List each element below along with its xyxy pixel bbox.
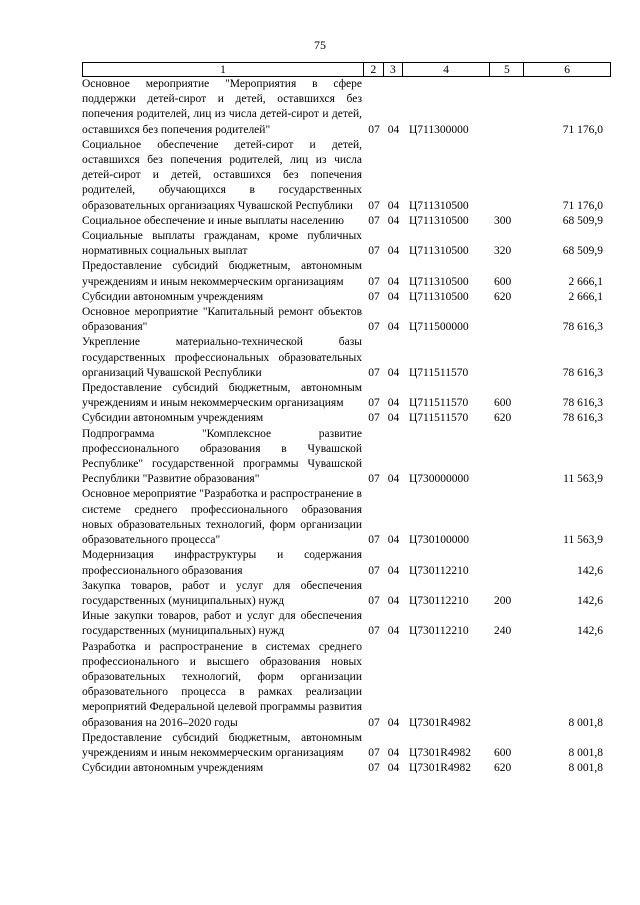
row-expense-type: 600: [494, 397, 512, 410]
row-section: 07: [368, 366, 380, 379]
row-subsection: 04: [387, 275, 400, 288]
row-subsection: 04: [387, 746, 400, 759]
row-description: Основное мероприятие "Разработка и распространение в системе среднего профессионального образования новых образовательных технологий, форм организации образовательного процесса": [82, 488, 362, 547]
row-subsection: 04: [387, 366, 400, 379]
table-row: [82, 290, 611, 305]
row-amount: 2 666,1: [568, 290, 603, 303]
row-description: Основное мероприятие "Капитальный ремонт объектов образования": [82, 306, 362, 334]
table-row: [82, 259, 611, 289]
row-target-code: Ц730112210: [409, 625, 469, 638]
row-description: Закупка товаров, работ и услуг для обеспечения государственных (муниципальных) нужд: [82, 579, 362, 607]
row-section: 07: [368, 214, 380, 227]
row-target-code: Ц711310500: [409, 275, 469, 288]
row-subsection: 04: [387, 245, 400, 258]
table-row: [82, 229, 611, 259]
row-amount: 78 616,3: [562, 321, 603, 334]
row-subsection: 04: [387, 564, 400, 577]
row-subsection: 04: [387, 199, 400, 212]
row-expense-type: 300: [494, 214, 512, 227]
row-description: Субсидии автономным учреждениям: [82, 412, 264, 425]
header-col-5: 5: [490, 63, 524, 76]
row-target-code: Ц711310500: [409, 290, 469, 303]
row-subsection: 04: [387, 214, 400, 227]
row-target-code: Ц730100000: [409, 534, 470, 547]
row-amount: 68 509,9: [562, 214, 603, 227]
row-section: 07: [368, 746, 380, 759]
table-row: [82, 427, 611, 488]
row-expense-type: 240: [494, 625, 512, 638]
header-col-4: 4: [403, 63, 491, 76]
row-target-code: Ц7301R4982: [409, 762, 471, 775]
row-expense-type: 620: [494, 412, 512, 425]
row-description: Разработка и распространение в системах среднего профессионального и высшего образования новых образовательных технологий, форм организации образовательного процесса в рамках реализации мероприятий Федеральной целевой программы развития образования на 2016–2020 годы: [82, 640, 362, 729]
row-subsection: 04: [387, 290, 400, 303]
row-description: Иные закупки товаров, работ и услуг для обеспечения государственных (муниципальных) нужд: [82, 610, 362, 638]
table-row: [82, 335, 611, 381]
page-number: 75: [314, 38, 326, 52]
row-section: 07: [368, 397, 380, 410]
table-row: [82, 305, 611, 335]
row-section: 07: [368, 275, 380, 288]
row-description: Социальное обеспечение детей-сирот и детей, оставшихся без попечения родителей, лиц из числа детей-сирот и детей, оставшихся без попечения родителей, обучающихся в государственных образовательных организациях Чувашской Республики: [82, 138, 362, 212]
table-row: [82, 579, 611, 609]
row-target-code: Ц711511570: [409, 366, 469, 379]
row-description: Основное мероприятие "Мероприятия в сфере поддержки детей-сирот и детей, оставшихся без попечения родителей, лиц из числа детей-сирот и детей, оставшихся без попечения родителей": [82, 78, 362, 136]
row-target-code: Ц730112210: [409, 564, 469, 577]
row-subsection: 04: [387, 762, 400, 775]
row-section: 07: [368, 321, 380, 334]
row-description: Субсидии автономным учреждениям: [82, 762, 264, 775]
row-expense-type: 600: [494, 746, 512, 759]
row-section: 07: [368, 594, 380, 607]
row-target-code: Ц711511570: [409, 397, 469, 410]
row-description: Предоставление субсидий бюджетным, автономным учреждениям и иным некоммерческим организациям: [82, 382, 362, 410]
row-target-code: Ц711310500: [409, 214, 469, 227]
row-target-code: Ц7301R4982: [409, 746, 471, 759]
table-row: [82, 640, 611, 731]
row-description: Социальное обеспечение и иные выплаты населению: [82, 214, 344, 227]
row-amount: 2 666,1: [568, 275, 603, 288]
row-target-code: Ц730112210: [409, 594, 469, 607]
row-amount: 71 176,0: [562, 123, 603, 136]
row-target-code: Ц711310500: [409, 245, 469, 258]
row-amount: 142,6: [577, 625, 603, 638]
row-amount: 8 001,8: [568, 762, 603, 775]
row-section: 07: [368, 534, 380, 547]
table-row: [82, 411, 611, 426]
row-section: 07: [368, 564, 380, 577]
row-subsection: 04: [387, 716, 400, 729]
row-subsection: 04: [387, 412, 400, 425]
row-amount: 78 616,3: [562, 366, 603, 379]
budget-table-body: [82, 77, 611, 776]
row-expense-type: 600: [494, 275, 512, 288]
row-amount: 142,6: [577, 564, 603, 577]
row-target-code: Ц711511570: [409, 412, 469, 425]
row-expense-type: 620: [494, 290, 512, 303]
row-subsection: 04: [387, 397, 400, 410]
row-subsection: 04: [387, 123, 400, 136]
row-subsection: 04: [387, 321, 400, 334]
table-row: [82, 609, 611, 639]
row-section: 07: [368, 412, 380, 425]
row-description: Субсидии автономным учреждениям: [82, 290, 264, 303]
row-amount: 142,6: [577, 594, 603, 607]
table-row: [82, 548, 611, 578]
table-row: [82, 77, 611, 138]
row-subsection: 04: [387, 594, 400, 607]
row-section: 07: [368, 473, 380, 486]
row-subsection: 04: [387, 625, 400, 638]
row-description: Подпрограмма "Комплексное развитие профессионального образования в Чувашской Республике" государственной программы Чувашской Республики "Развитие образования": [82, 427, 362, 486]
row-description: Модернизация инфраструктуры и содержания профессионального образования: [82, 549, 362, 577]
row-amount: 68 509,9: [562, 245, 603, 258]
row-section: 07: [368, 625, 380, 638]
row-target-code: Ц7301R4982: [409, 716, 471, 729]
table-row: [82, 214, 611, 229]
row-amount: 78 616,3: [562, 397, 603, 410]
table-row: [82, 761, 611, 776]
table-row: [82, 731, 611, 761]
row-target-code: Ц711310500: [409, 199, 469, 212]
row-description: Укрепление материально-технической базы государственных профессиональных образовательных организаций Чувашской Республики: [82, 336, 362, 379]
row-expense-type: 320: [494, 245, 512, 258]
table-row: [82, 138, 611, 214]
row-target-code: Ц711300000: [409, 123, 469, 136]
row-amount: 8 001,8: [568, 716, 603, 729]
row-amount: 11 563,9: [563, 473, 603, 486]
row-description: Социальные выплаты гражданам, кроме публичных нормативных социальных выплат: [82, 230, 362, 258]
row-expense-type: 620: [494, 762, 512, 775]
row-section: 07: [368, 716, 380, 729]
row-section: 07: [368, 245, 380, 258]
row-target-code: Ц711500000: [409, 321, 469, 334]
row-target-code: Ц730000000: [409, 473, 470, 486]
row-subsection: 04: [387, 534, 400, 547]
row-amount: 11 563,9: [563, 534, 603, 547]
header-col-2: 2: [364, 63, 384, 76]
table-header: [82, 62, 611, 77]
row-expense-type: 200: [494, 594, 512, 607]
row-section: 07: [368, 123, 380, 136]
row-description: Предоставление субсидий бюджетным, автономным учреждениям и иным некоммерческим организациям: [82, 260, 362, 288]
row-section: 07: [368, 290, 380, 303]
row-amount: 71 176,0: [562, 199, 603, 212]
row-description: Предоставление субсидий бюджетным, автономным учреждениям и иным некоммерческим организациям: [82, 731, 362, 759]
row-subsection: 04: [387, 473, 400, 486]
table-row: [82, 381, 611, 411]
row-amount: 78 616,3: [562, 412, 603, 425]
row-section: 07: [368, 762, 380, 775]
row-section: 07: [368, 199, 380, 212]
header-col-6: 6: [564, 63, 571, 76]
header-col-1: 1: [83, 63, 364, 76]
table-row: [82, 487, 611, 548]
row-amount: 8 001,8: [568, 746, 603, 759]
header-col-3: 3: [384, 63, 403, 76]
